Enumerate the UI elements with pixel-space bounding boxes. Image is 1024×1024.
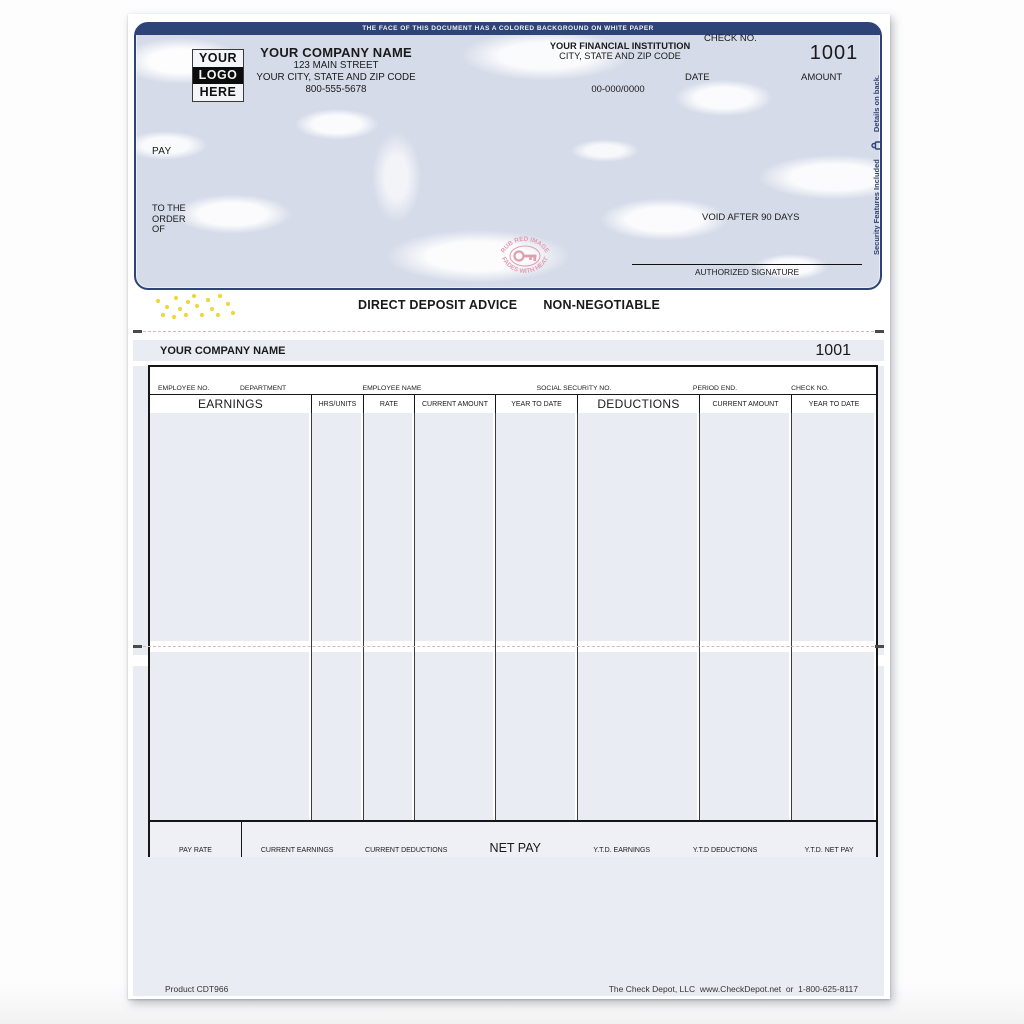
check-form-sheet xyxy=(128,14,890,999)
perforation-line xyxy=(133,646,884,647)
summary-label: CURRENT EARNINGS xyxy=(260,847,334,854)
advice-title-row xyxy=(128,298,890,312)
summary-cell-pay-rate xyxy=(150,822,242,857)
body-column-year-to-date-2 xyxy=(792,413,876,820)
stub-company-band xyxy=(133,340,884,361)
info-label: EMPLOYEE NAME xyxy=(362,385,422,392)
perforation-tick xyxy=(875,330,884,333)
bank-fraction: 00-000/0000 xyxy=(591,84,645,95)
payee-label xyxy=(152,203,186,235)
logo-line: LOGO xyxy=(193,67,243,84)
summary-cells xyxy=(242,822,876,857)
lock-icon xyxy=(871,141,882,150)
info-label: PERIOD END. xyxy=(692,385,738,392)
signature-label: AUTHORIZED SIGNATURE xyxy=(694,267,800,277)
column-header: CURRENT AMOUNT xyxy=(415,395,496,413)
signature-line xyxy=(632,264,862,265)
summary-label: Y.T.D. NET PAY xyxy=(804,847,854,854)
check-no-label: CHECK NO. xyxy=(704,33,757,44)
company-address1: 123 MAIN STREET xyxy=(293,60,379,71)
top-banner: THE FACE OF THIS DOCUMENT HAS A COLORED BACKGROUND ON WHITE PAPER xyxy=(135,23,881,35)
pay-stub-table xyxy=(148,365,878,857)
logo-box xyxy=(192,49,244,102)
seal-top-text: RUB RED IMAGE xyxy=(499,235,551,255)
advice-title: DIRECT DEPOSIT ADVICE xyxy=(358,298,518,312)
summary-label-net-pay: NET PAY xyxy=(489,841,541,855)
summary-label: PAY RATE xyxy=(179,847,212,854)
body-column-rate xyxy=(364,413,415,820)
seal-bottom-text: FADES WITH HEAT xyxy=(499,255,551,276)
employee-info-strip xyxy=(150,367,876,395)
info-label: SOCIAL SECURITY NO. xyxy=(536,385,612,392)
info-label: EMPLOYEE NO. xyxy=(158,385,210,392)
bank-name: YOUR FINANCIAL INSTITUTION xyxy=(549,41,691,51)
logo-line: HERE xyxy=(199,85,237,99)
perforation-tick xyxy=(875,645,884,648)
check-number: 1001 xyxy=(809,42,859,64)
amount-label: AMOUNT xyxy=(801,72,843,83)
perforation-tick xyxy=(133,645,142,648)
body-column-year-to-date xyxy=(496,413,578,820)
column-header-row xyxy=(150,395,876,413)
summary-row xyxy=(150,820,876,857)
footer-company-info: The Check Depot, LLC www.CheckDepot.net or 1-800-625-8117 xyxy=(608,984,858,994)
summary-label: Y.T.D DEDUCTIONS xyxy=(692,847,758,854)
company-address2: YOUR CITY, STATE AND ZIP CODE xyxy=(256,72,416,83)
check xyxy=(134,22,882,290)
summary-label: CURRENT DEDUCTIONS xyxy=(365,847,448,854)
body-column-current-amount xyxy=(415,413,496,820)
body-column-deductions xyxy=(578,413,700,820)
svg-text:RUB RED IMAGE xyxy=(500,236,551,255)
company-name: YOUR COMPANY NAME xyxy=(260,45,412,60)
non-negotiable-text: NON-NEGOTIABLE xyxy=(543,298,660,312)
column-header: HRS/UNITS xyxy=(312,395,364,413)
footer-product-code: Product CDT966 xyxy=(165,984,229,994)
perforation-tick xyxy=(133,330,142,333)
column-header: YEAR TO DATE xyxy=(808,400,860,408)
column-header: EARNINGS xyxy=(150,395,312,413)
heat-sensitive-seal xyxy=(493,224,557,288)
void-after-text: VOID AFTER 90 DAYS xyxy=(702,212,800,223)
info-label: DEPARTMENT xyxy=(240,385,287,392)
body-column-current-amount-2 xyxy=(700,413,792,820)
company-block xyxy=(254,45,418,96)
bank-address: CITY, STATE AND ZIP CODE xyxy=(559,51,681,61)
side-security-text xyxy=(869,43,883,287)
payee-line: OF xyxy=(152,224,165,234)
security-features-text: Security Features Included xyxy=(871,159,881,255)
column-header: DEDUCTIONS xyxy=(578,395,700,413)
svg-text:FADES WITH HEAT xyxy=(500,256,550,275)
date-label: DATE xyxy=(685,72,710,83)
table-body xyxy=(150,413,876,820)
payee-line: TO THE xyxy=(152,203,186,213)
column-header: CURRENT AMOUNT xyxy=(700,395,792,413)
stub-company-name: YOUR COMPANY NAME xyxy=(160,344,286,357)
body-column-hrs-units xyxy=(312,413,364,820)
details-on-back-text: Details on back. xyxy=(871,75,881,133)
perforation-line xyxy=(133,331,884,332)
stub-check-number: 1001 xyxy=(815,341,851,359)
key-icon xyxy=(515,252,537,262)
bank-block xyxy=(548,41,692,62)
info-label: CHECK NO. xyxy=(791,385,829,392)
payee-line: ORDER xyxy=(152,213,186,224)
body-column-earnings xyxy=(150,413,312,820)
column-header: YEAR TO DATE xyxy=(496,395,578,413)
logo-line: YOUR xyxy=(198,51,238,65)
column-header: RATE xyxy=(364,395,415,413)
pay-label: PAY xyxy=(152,146,172,157)
company-phone: 800-555-5678 xyxy=(305,84,367,95)
summary-label: Y.T.D. EARNINGS xyxy=(593,847,651,854)
